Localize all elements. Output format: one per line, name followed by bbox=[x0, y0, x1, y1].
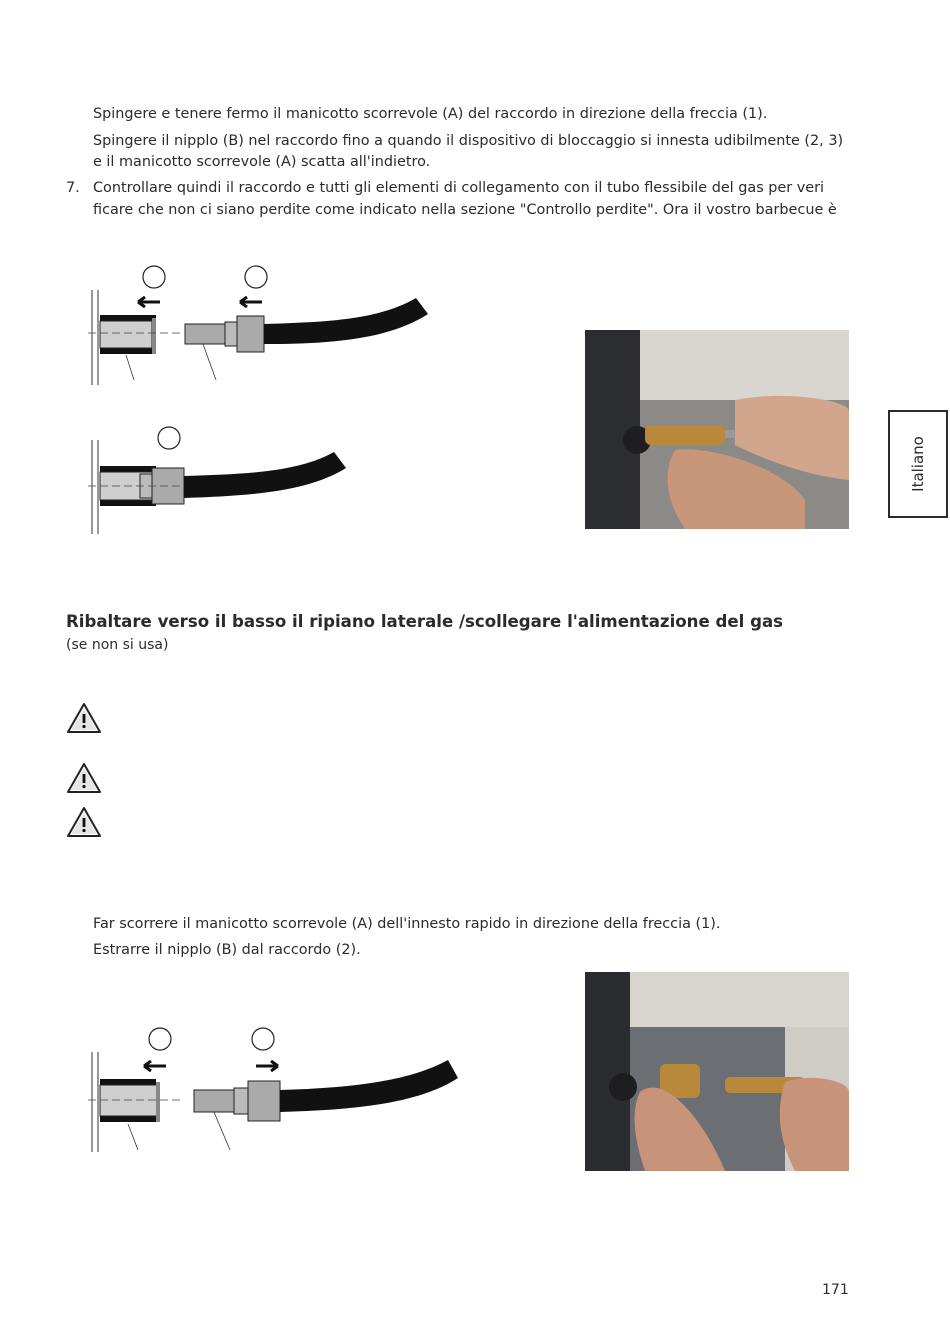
connect-diagram-top bbox=[88, 260, 438, 390]
section-heading: Ribaltare verso il basso il ripiano laterale /scollegare l'alimentazione del gas bbox=[66, 612, 784, 631]
instruction-line: Far scorrere il manicotto scorrevole (A) dell'innesto rapido in direzione della freccia (1). bbox=[93, 916, 721, 932]
language-tab bbox=[888, 410, 948, 518]
disconnect-diagram bbox=[88, 1020, 463, 1155]
connection-photo bbox=[585, 330, 849, 529]
warning-icon bbox=[66, 806, 102, 838]
warning-icon bbox=[66, 762, 102, 794]
instruction-line: Estrarre il nipplo (B) dal raccordo (2). bbox=[93, 942, 361, 958]
warning-icon bbox=[66, 702, 102, 734]
section-subheading: (se non si usa) bbox=[66, 637, 169, 653]
language-tab-label: Italiano bbox=[909, 436, 927, 492]
instruction-line: Controllare quindi il raccordo e tutti gli elementi di collegamento con il tubo flessibile del gas per veri bbox=[93, 180, 825, 196]
page-number: 171 bbox=[822, 1282, 849, 1298]
instruction-line: Spingere e tenere fermo il manicotto scorrevole (A) del raccordo in direzione della freccia (1). bbox=[93, 106, 768, 122]
instruction-line: ficare che non ci siano perdite come indicato nella sezione "Controllo perdite". Ora il vostro barbecue è bbox=[93, 202, 837, 218]
connected-diagram bbox=[88, 422, 358, 538]
instruction-line: e il manicotto scorrevole (A) scatta all'indietro. bbox=[93, 154, 431, 170]
instruction-line: Spingere il nipplo (B) nel raccordo fino a quando il dispositivo di bloccaggio si innesta udibilmente (2, 3) bbox=[93, 133, 844, 149]
disconnection-photo bbox=[585, 972, 849, 1171]
step-number: 7. bbox=[66, 180, 80, 196]
